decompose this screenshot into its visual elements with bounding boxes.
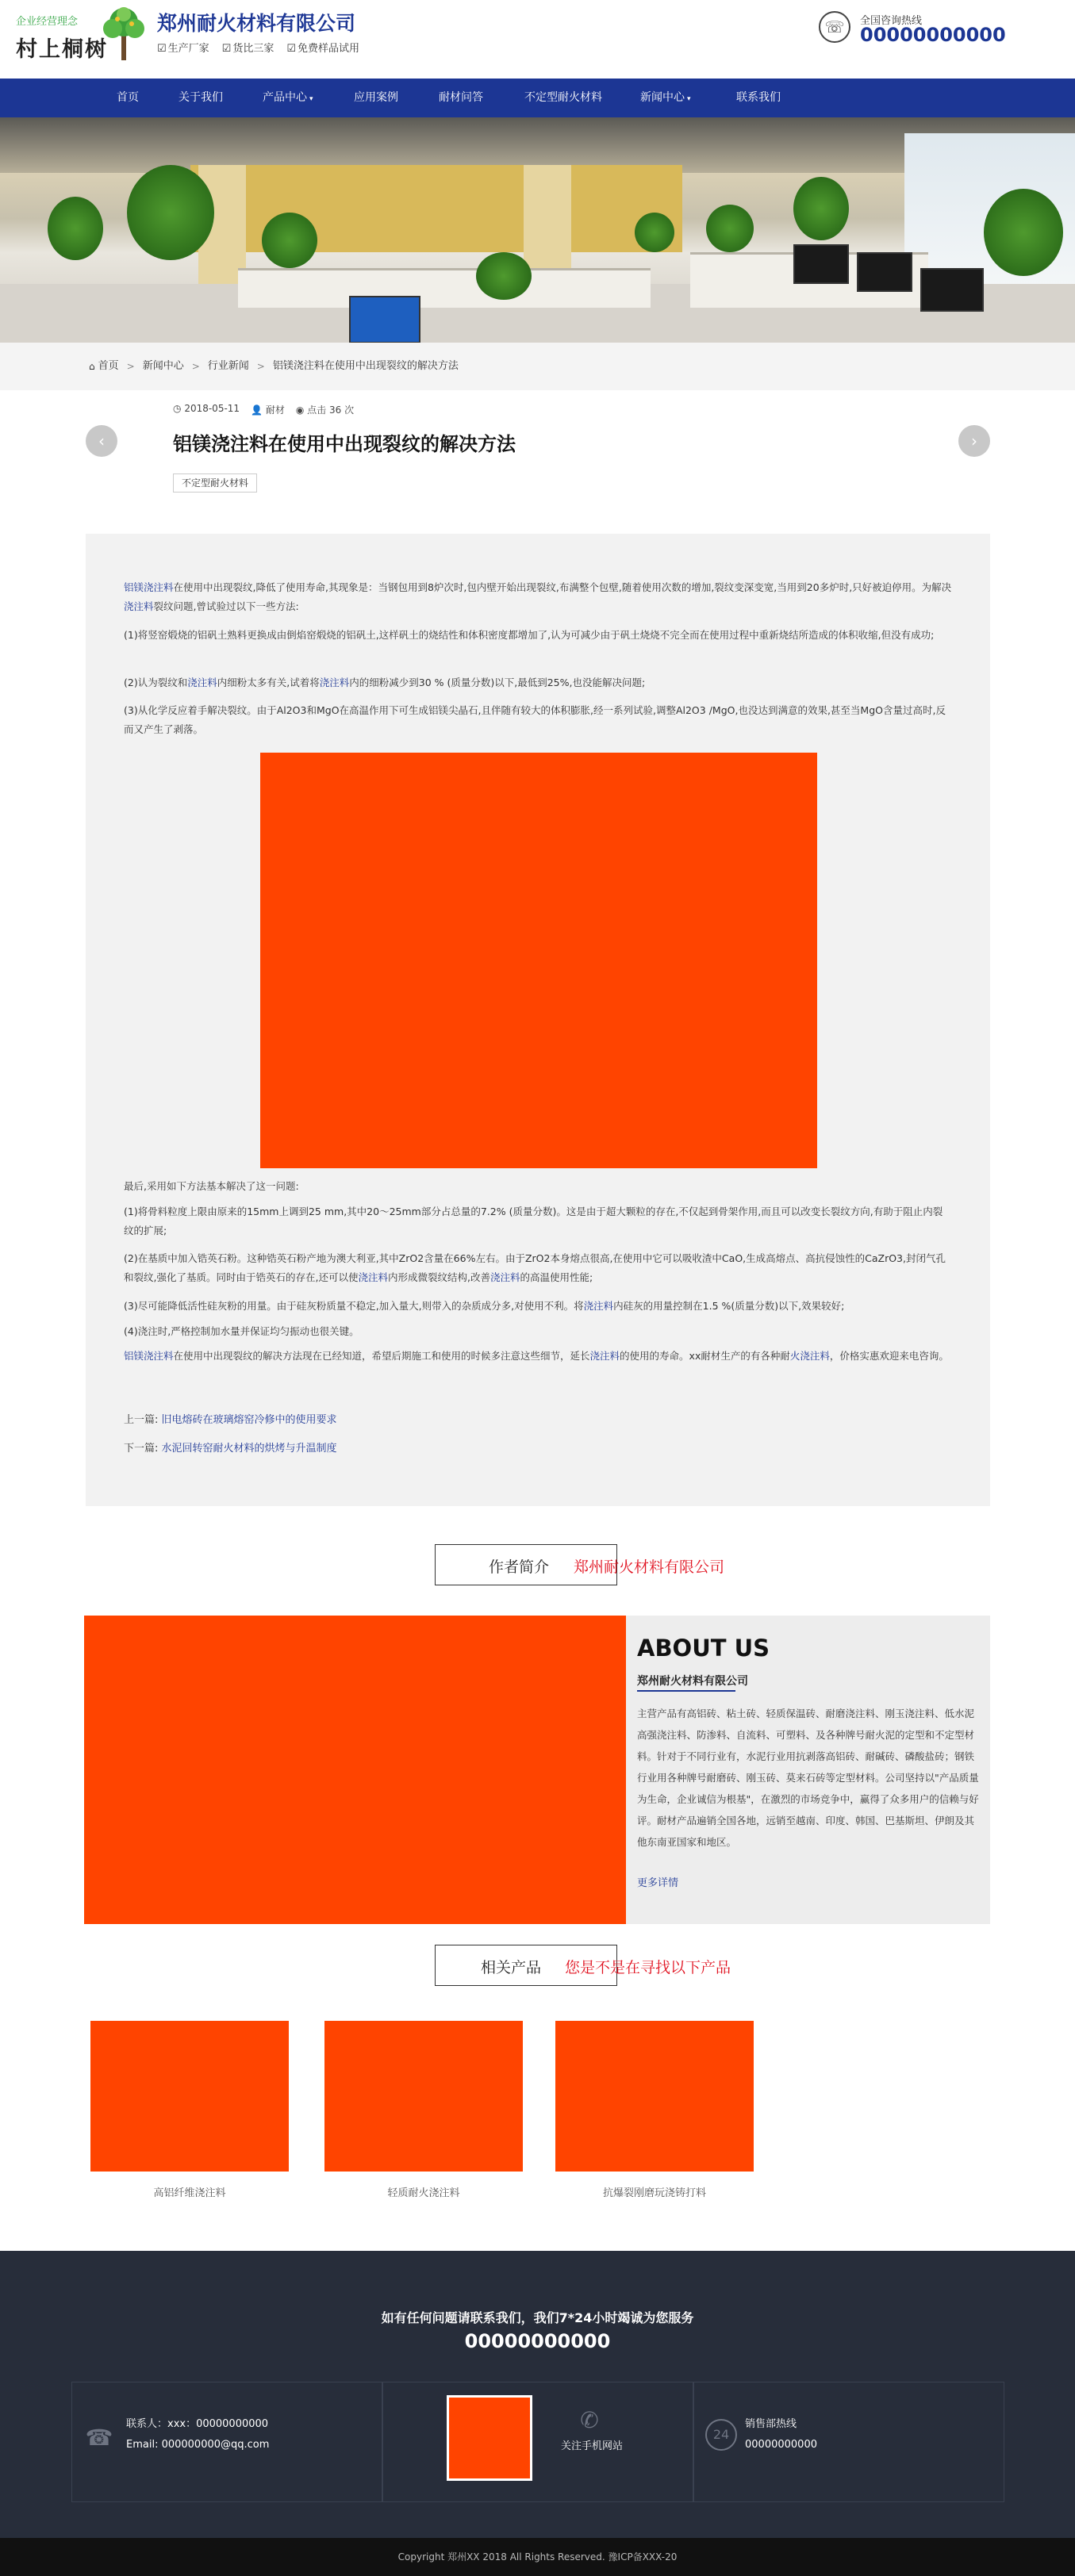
nav-item-news[interactable]: 新闻中心 ▾ [640, 91, 691, 104]
company-name: 郑州耐火材料有限公司 [157, 12, 356, 35]
prev-article: 上一篇: 旧电熔砖在玻璃熔窑冷修中的使用要求 [124, 1414, 337, 1426]
article-views: ◉ 点击 36 次 [295, 404, 355, 416]
home-icon: ⌂ [89, 361, 95, 372]
breadcrumb [89, 343, 459, 390]
logo-slogan: 企业经营理念 [16, 16, 79, 28]
nav-item-unshaped[interactable]: 不定型耐火材料 [524, 91, 602, 104]
product-image [555, 2021, 754, 2172]
feature-item: ☑ 生产厂家 [157, 40, 209, 55]
office-banner-image [0, 117, 1075, 343]
footer-wechat-panel [382, 2382, 693, 2502]
copyright-bar [0, 2538, 1075, 2576]
eye-icon: ◉ [295, 404, 305, 416]
qr-code-image [447, 2395, 532, 2481]
product-caption: 抗爆裂刚磨玩浇铸打料 [602, 2187, 706, 2199]
site-header [0, 0, 1075, 79]
feature-item: ☑ 免费样品试用 [286, 40, 359, 55]
keyword-link[interactable]: 浇注料 [583, 1300, 614, 1312]
article-paragraph: (1)将骨料粒度上限由原来的15mm上调到25 mm,其中20～25mm部分占总量的7.2% (质量分数)。这是由于超大颗粒的存在,不仅起到骨架作用,而且可以改变长裂纹方向,有助于阻止内裂纹的扩展; [124, 1206, 943, 1236]
about-subheading: 郑州耐火材料有限公司 [637, 1675, 748, 1688]
breadcrumb-industry-news[interactable]: 行业新闻 [207, 360, 249, 372]
article-paragraph: (2)认为裂纹和浇注料内细粉太多有关,试着将浇注料内的细粉减少到30 % (质量分数)以下,最低到25%,也没能解决问题; [124, 677, 646, 688]
related-section-title [435, 1945, 733, 1986]
breadcrumb-separator: > [191, 361, 200, 372]
breadcrumb-home[interactable]: 首页 [98, 360, 119, 372]
nav-item-home[interactable]: 首页 [117, 91, 139, 104]
product-image [90, 2021, 289, 2172]
footer-contact-person: 联系人：xxx：00000000000 [126, 2418, 269, 2430]
next-article-link[interactable]: 水泥回转窑耐火材料的烘烤与升温制度 [161, 1443, 337, 1455]
section-title-highlight: 郑州耐火材料有限公司 [574, 1558, 725, 1576]
about-heading: ABOUT US [637, 1635, 770, 1662]
article-paragraph: (2)在基质中加入锆英石粉。这种锆英石粉产地为澳大利亚,其中ZrO2含量在66%左右。由于ZrO2本身熔点很高,在使用中它可以吸收渣中CaO,生成高熔点、高抗侵蚀性的CaZrO3,封闭气孔和裂纹,强化了基质。同时由于锆英石的存在,还可以使浇注料内形成微裂纹结构,改善浇注料的高温使用性能; [124, 1252, 946, 1283]
breadcrumb-current: 铝镁浇注料在使用中出现裂纹的解决方法 [272, 360, 459, 372]
divider [637, 1690, 735, 1692]
copyright-text: Copyright 郑州XX 2018 All Rights Reserved. 豫ICP备XXX-20 [397, 2551, 678, 2563]
24h-icon: 24 [705, 2419, 737, 2451]
footer-email: Email: 000000000@qq.com [126, 2439, 270, 2451]
keyword-link[interactable]: 铝镁浇注料 [124, 1350, 174, 1362]
article-paragraph: (3)从化学反应着手解决裂纹。由于Al2O3和MgO在高温作用下可生成铝镁尖晶石,且伴随有较大的体积膨胀,经一系列试验,调整Al2O3 /MgO,也没达到满意的效果,甚至当MgO含量过高时,反而又产生了剥落。 [124, 704, 946, 735]
article-paragraph: (4)浇注时,严格控制加水量并保证均匀振动也很关键。 [124, 1325, 359, 1337]
footer-sales-label: 销售部热线 [745, 2418, 797, 2430]
phone-icon: ☏ [819, 11, 850, 43]
keyword-link[interactable]: 浇注料 [187, 677, 217, 688]
breadcrumb-separator: > [256, 361, 265, 372]
next-article-button[interactable] [958, 425, 990, 457]
wechat-icon: ✆ [580, 2407, 599, 2433]
clock-icon: ◷ [173, 403, 182, 414]
about-panel [626, 1616, 990, 1924]
article-paragraph: 铝镁浇注料在使用中出现裂纹的解决方法现在已经知道，希望后期施工和使用的时候多注意这些细节，延长浇注料的使用的寿命。xx耐材生产的有各种耐火浇注料，价格实惠欢迎来电咨询。 [124, 1350, 949, 1362]
article-tag[interactable]: 不定型耐火材料 [173, 473, 257, 493]
chevron-left-icon: ‹ [98, 431, 105, 450]
keyword-link[interactable]: 浇注料 [358, 1271, 388, 1283]
prev-article-link[interactable]: 旧电熔砖在玻璃熔窑冷修中的使用要求 [161, 1414, 337, 1426]
product-card[interactable] [324, 2021, 523, 2199]
breadcrumb-separator: > [126, 361, 135, 372]
hotline [819, 10, 1006, 48]
article-paragraph: 最后,采用如下方法基本解决了这一问题: [124, 1180, 299, 1192]
footer-sales-text [745, 2414, 817, 2455]
keyword-link[interactable]: 浇注料 [124, 600, 154, 612]
hotline-number: 00000000000 [860, 24, 1006, 46]
logo-wordmark: 村上桐树 [16, 37, 108, 62]
product-caption: 轻质耐火浇注料 [387, 2187, 460, 2199]
product-caption: 高铝纤维浇注料 [153, 2187, 226, 2199]
article-paragraph: (1)将竖窑煅烧的铝矾土熟料更换成由倒焰窑煅烧的铝矾土,这样矾土的烧结性和体积密度都增加了,认为可减少由于矾土烧烧不完全而在使用过程中重新烧结所造成的体积收缩,但没有成功; [124, 629, 935, 641]
nav-item-contact[interactable]: 联系我们 [736, 91, 781, 104]
section-title-text: 作者简介 [489, 1558, 550, 1576]
footer-phone: 00000000000 [464, 2330, 611, 2352]
footer-wechat-label: 关注手机网站 [561, 2440, 624, 2452]
article-paragraph: 铝镁浇注料在使用中出现裂纹,降低了使用寿命,其现象是：当钢包用到8炉次时,包内壁开始出现裂纹,布满整个包壁,随着使用次数的增加,裂纹变深变宽,当用到20多炉时,只好被迫停用。为解决浇注料裂纹问题,曾试验过以下一些方法: [124, 581, 952, 612]
article-title: 铝镁浇注料在使用中出现裂纹的解决方法 [173, 433, 516, 455]
article-meta [173, 403, 354, 416]
site-footer [0, 2251, 1075, 2538]
hotline-label: 全国咨询热线 [860, 15, 923, 27]
keyword-link[interactable]: 浇注料 [319, 677, 350, 688]
product-card[interactable] [555, 2021, 754, 2199]
nav-item-cases[interactable]: 应用案例 [354, 91, 398, 104]
nav-item-about[interactable]: 关于我们 [179, 91, 223, 104]
author-section-title [435, 1544, 733, 1585]
keyword-link[interactable]: 铝镁浇注料 [124, 581, 174, 593]
section-title-text: 相关产品 [481, 1959, 542, 1976]
chevron-down-icon: ▾ [687, 95, 691, 103]
next-article: 下一篇: 水泥回转窑耐火材料的烘烤与升温制度 [124, 1443, 337, 1455]
keyword-link[interactable]: 浇注料 [490, 1271, 520, 1283]
site-logo[interactable] [16, 5, 151, 62]
feature-list [157, 40, 359, 55]
nav-item-products[interactable]: 产品中心 ▾ [263, 91, 313, 104]
footer-sales-number: 00000000000 [745, 2439, 817, 2451]
breadcrumb-bar [0, 343, 1075, 390]
article-author: 👤 耐材 [251, 404, 285, 416]
article-content [86, 534, 990, 1506]
footer-sales-panel [693, 2382, 1004, 2502]
about-more-link[interactable]: 更多详情 [637, 1877, 679, 1889]
prev-article-button[interactable] [86, 425, 117, 457]
keyword-link[interactable]: 火浇注料 [789, 1350, 830, 1362]
nav-item-faq[interactable]: 耐材问答 [439, 91, 483, 104]
footer-contact-text [126, 2414, 269, 2455]
product-image [324, 2021, 523, 2172]
keyword-link[interactable]: 浇注料 [589, 1350, 620, 1362]
section-title-highlight: 您是不是在寻找以下产品 [565, 1959, 731, 1976]
article-paragraph: (3)尽可能降低活性硅灰粉的用量。由于硅灰粉质量不稳定,加入量大,则带入的杂质成分多,对使用不利。将浇注料内硅灰的用量控制在1.5 %(质量分数)以下,效果较好; [124, 1300, 845, 1312]
about-image [84, 1616, 626, 1924]
feature-item: ☑ 货比三家 [222, 40, 275, 55]
article-image [260, 753, 817, 1168]
article-date: ◷ 2018-05-11 [173, 403, 240, 414]
footer-slogan: 如有任何问题请联系我们，我们7*24小时竭诚为您服务 [381, 2310, 694, 2325]
footer-contact-panel [71, 2382, 382, 2502]
main-nav [0, 79, 1075, 117]
chevron-right-icon: › [971, 431, 977, 450]
telephone-icon: ☎ [85, 2425, 113, 2451]
user-icon: 👤 [251, 404, 263, 416]
breadcrumb-news[interactable]: 新闻中心 [142, 360, 184, 372]
about-text: 主营产品有高铝砖、粘土砖、轻质保温砖、耐磨浇注料、刚玉浇注料、低水泥高强浇注料、防渗料、自流料、可塑料、及各种牌号耐火泥的定型和不定型材料。针对于不同行业有，水泥行业用抗剥落高铝砖、耐碱砖、磷酸盐砖；钢铁行业用各种牌号耐磨砖、刚玉砖、莫来石砖等定型材料。公司坚持以"产品质量为生命，企业诚信为根基"，在激烈的市场竞争中，赢得了众多用户的信赖与好评。耐材产品遍销全国各地，远销至越南、印度、韩国、巴基斯坦、伊朗及其他东南亚国家和地区。 [637, 1708, 979, 1848]
chevron-down-icon: ▾ [309, 95, 313, 103]
product-card[interactable] [90, 2021, 289, 2199]
